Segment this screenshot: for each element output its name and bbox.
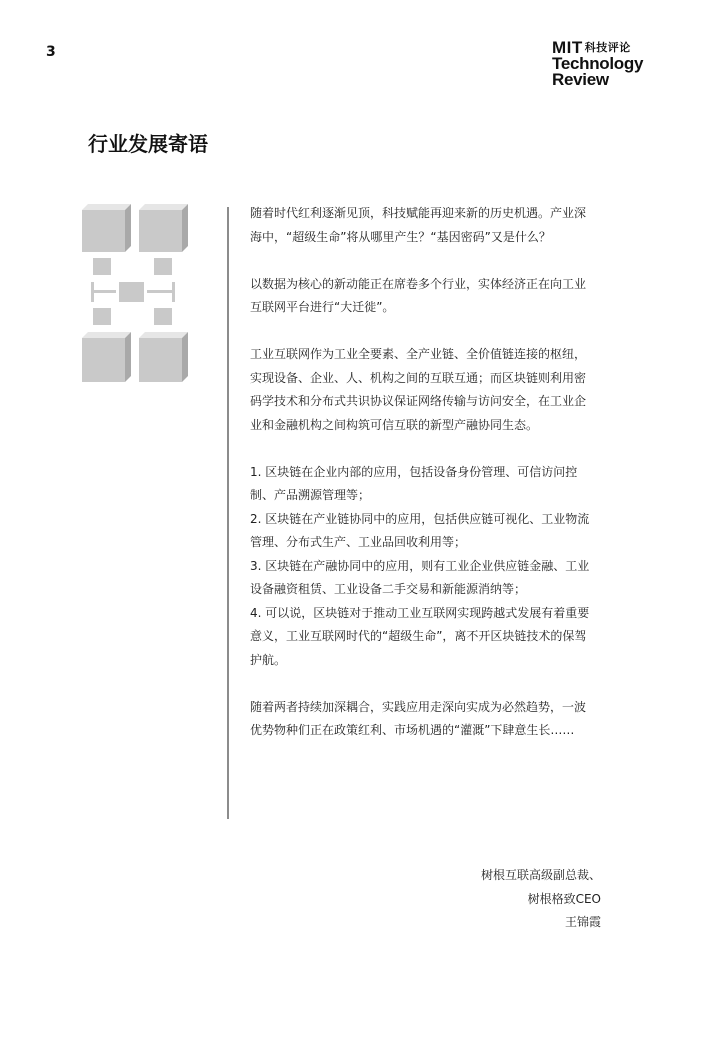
- node-square-icon: [93, 258, 111, 275]
- article-body: [250, 202, 595, 766]
- paragraph: 随着时代红利逐渐见顶，科技赋能再迎来新的历史机遇。产业深海中，“超级生命”将从哪里产生？“基因密码”又是什么？: [250, 206, 587, 244]
- paragraph: 以数据为核心的新动能正在席卷多个行业，实体经济正在向工业互联网平台进行“大迁徙”。: [250, 276, 587, 314]
- numbered-list: [250, 461, 595, 673]
- cube-top-left-icon: [82, 204, 131, 252]
- node-square-icon: [154, 258, 172, 275]
- node-square-icon: [154, 308, 172, 325]
- logo-line-technology: Technology: [552, 54, 644, 73]
- mit-technology-review-logo: [552, 40, 672, 88]
- cube-top-right-icon: [139, 204, 188, 252]
- connector-icon: [91, 282, 175, 302]
- paragraph: 工业互联网作为工业全要素、全产业链、全价值链连接的枢纽，实现设备、企业、人、机构之间的互联互通；而区块链则利用密码学技术和分布式共识协议保证网络传输与访问安全，在工业企业和金融机构之间构筑可信互联的新型产融协同生态。: [250, 347, 587, 432]
- logo-mit-text: MIT: [552, 38, 583, 57]
- logo-cn-text: 科技评论: [584, 42, 631, 54]
- node-square-icon: [93, 308, 111, 325]
- list-item: 2. 区块链在产业链协同中的应用，包括供应链可视化、工业物流管理、分布式生产、工业品回收利用等；: [250, 511, 590, 549]
- cube-bottom-left-icon: [82, 332, 131, 382]
- section-title: 行业发展寄语: [88, 132, 208, 156]
- signature-role: 树根格致CEO: [527, 891, 601, 906]
- network-cubes-illustration: [78, 200, 198, 390]
- list-item: 1. 区块链在企业内部的应用，包括设备身份管理、可信访问控制、产品溯源管理等；: [250, 464, 578, 502]
- signature-title: 树根互联高级副总裁、: [480, 868, 601, 882]
- closing-paragraph: 随着两者持续加深耦合，实践应用走深向实成为必然趋势，一波优势物种们正在政策红利、市场机遇的“灌溉”下肆意生长……: [250, 699, 587, 737]
- list-item: 4. 可以说，区块链对于推动工业互联网实现跨越式发展有着重要意义，工业互联网时代的“超级生命”，离不开区块链技术的保驾护航。: [250, 605, 590, 667]
- list-item: 3. 区块链在产融协同中的应用，则有工业企业供应链金融、工业设备融资租赁、工业设备二手交易和新能源消纳等；: [250, 558, 590, 596]
- signature-name: 王锦霞: [564, 915, 601, 929]
- cube-bottom-right-icon: [139, 332, 188, 382]
- logo-line-review: Review: [552, 70, 609, 89]
- signature-block: [481, 864, 601, 935]
- page-number: 3: [46, 44, 56, 60]
- vertical-divider: [227, 207, 229, 819]
